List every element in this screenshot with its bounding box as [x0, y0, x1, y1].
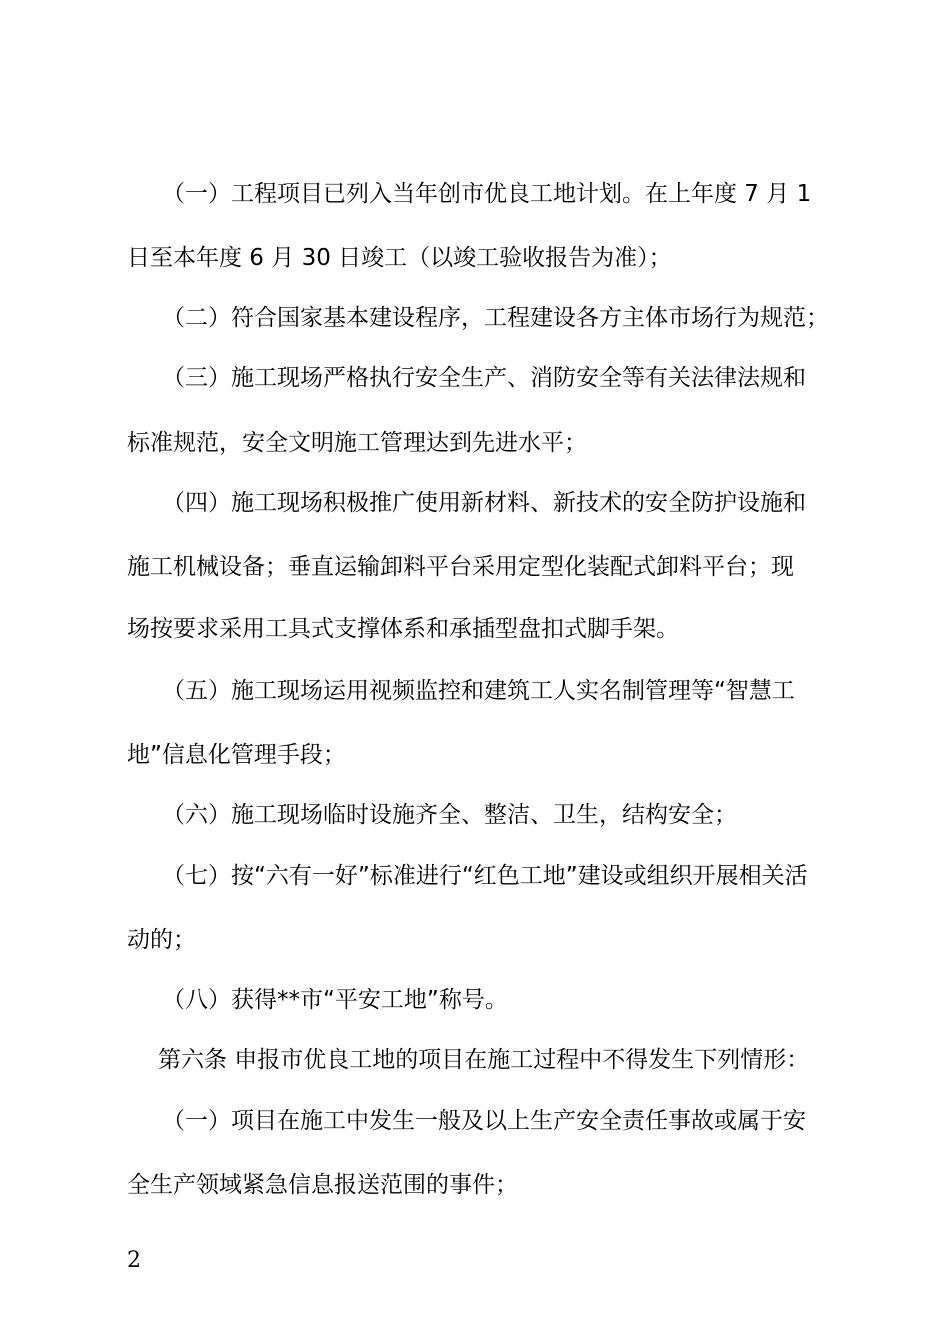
text-line-17: 全生产领域紧急信息报送范围的事件； — [127, 1172, 518, 1198]
text-line-13: 动的； — [127, 927, 196, 953]
page-number: 2 — [127, 1248, 141, 1273]
text-line-14: （八）获得**市“平安工地”称号。 — [162, 987, 508, 1013]
text-line-12: （七）按“六有一好”标准进行“红色工地”建设或组织开展相关活 — [162, 863, 808, 889]
text-line-6: （四）施工现场积极推广使用新材料、新技术的安全防护设施和 — [162, 490, 806, 516]
text-line-11: （六）施工现场临时设施齐全、整洁、卫生，结构安全； — [162, 802, 737, 828]
text-line-16: （一）项目在施工中发生一般及以上生产安全责任事故或属于安 — [162, 1108, 806, 1134]
text-line-7: 施工机械设备；垂直运输卸料平台采用定型化装配式卸料平台；现 — [127, 554, 794, 580]
text-line-2: 日至本年度 6 月 30 日竣工（以竣工验收报告为准）； — [127, 245, 672, 271]
text-line-8: 场按要求采用工具式支撑体系和承插型盘扣式脚手架。 — [127, 616, 679, 642]
text-line-5: 标准规范，安全文明施工管理达到先进水平； — [127, 430, 587, 456]
text-line-1: （一）工程项目已列入当年创市优良工地计划。在上年度 7 月 1 — [162, 181, 812, 207]
text-line-9: （五）施工现场运用视频监控和建筑工人实名制管理等“智慧工 — [162, 678, 795, 704]
text-line-4: （三）施工现场严格执行安全生产、消防安全等有关法律法规和 — [162, 365, 806, 391]
text-line-10: 地”信息化管理手段； — [127, 742, 346, 768]
text-line-15: 第六条 申报市优良工地的项目在施工过程中不得发生下列情形： — [158, 1047, 810, 1073]
text-line-3: （二）符合国家基本建设程序，工程建设各方主体市场行为规范； — [162, 305, 829, 331]
